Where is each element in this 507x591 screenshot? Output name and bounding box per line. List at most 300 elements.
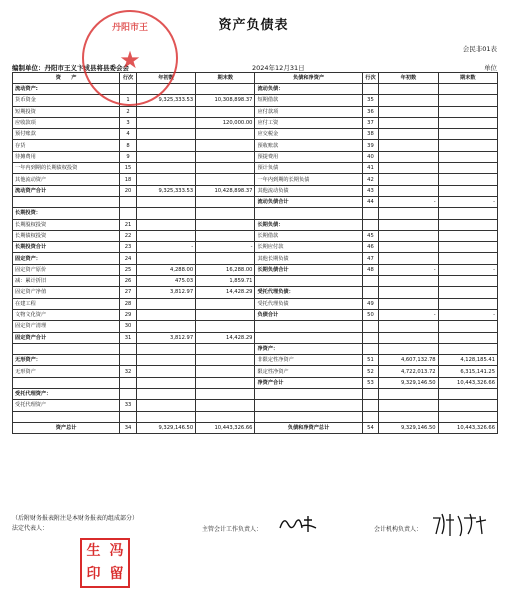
liab-line-cell: [362, 287, 379, 298]
asset-begin-cell: [136, 389, 195, 400]
asset-line-cell: 23: [120, 242, 137, 253]
table-row: [13, 129, 498, 140]
asset-name-cell: 资产总计: [13, 422, 120, 433]
balance-sheet-table: [12, 72, 498, 434]
asset-name-cell: 其他流动资产: [13, 174, 120, 185]
asset-line-cell: 30: [120, 321, 137, 332]
liab-begin-cell: [379, 276, 438, 287]
liab-line-cell: 43: [362, 185, 379, 196]
liab-line-cell: 51: [362, 355, 379, 366]
asset-end-cell: [196, 321, 255, 332]
asset-begin-cell: -: [136, 242, 195, 253]
liab-line-cell: 48: [362, 264, 379, 275]
liab-end-cell: [438, 332, 497, 343]
liab-end-cell: [438, 208, 497, 219]
liab-line-cell: 49: [362, 298, 379, 309]
accounting-head-label: 主管会计工作负责人：: [202, 526, 263, 533]
liab-line-cell: 50: [362, 309, 379, 320]
header-end2: 期末数: [438, 73, 497, 84]
asset-name-cell: 长期债权投资: [13, 230, 120, 241]
liab-end-cell: 10,443,326.66: [438, 422, 497, 433]
table-row: [13, 230, 498, 241]
asset-end-cell: [196, 129, 255, 140]
liab-end-cell: [438, 411, 497, 422]
asset-end-cell: [196, 219, 255, 230]
seal-char: 冯: [109, 543, 124, 559]
asset-begin-cell: [136, 366, 195, 377]
asset-begin-cell: [136, 219, 195, 230]
asset-name-cell: 长期股权投资: [13, 219, 120, 230]
liab-name-cell: 长期应付款: [255, 242, 362, 253]
liab-line-cell: 46: [362, 242, 379, 253]
table-row: [13, 321, 498, 332]
liab-name-cell: 流动负债合计: [255, 196, 362, 207]
asset-end-cell: [196, 140, 255, 151]
liab-end-cell: [438, 163, 497, 174]
asset-begin-cell: [136, 151, 195, 162]
table-row: [13, 422, 498, 433]
asset-begin-cell: [136, 400, 195, 411]
asset-name-cell: 无形资产：: [13, 355, 120, 366]
asset-begin-cell: [136, 106, 195, 117]
asset-begin-cell: 9,329,146.50: [136, 422, 195, 433]
asset-line-cell: 29: [120, 309, 137, 320]
stamp-text: 丹阳市王: [111, 23, 148, 33]
liab-begin-cell: [379, 219, 438, 230]
asset-begin-cell: [136, 230, 195, 241]
liab-name-cell: 其他流动负债: [255, 185, 362, 196]
liab-name-cell: [255, 208, 362, 219]
table-row: [13, 117, 498, 128]
asset-begin-cell: [136, 355, 195, 366]
liab-name-cell: 应交税金: [255, 129, 362, 140]
liab-line-cell: 53: [362, 377, 379, 388]
liab-line-cell: [362, 219, 379, 230]
liab-end-cell: [438, 219, 497, 230]
liab-begin-cell: [379, 242, 438, 253]
asset-begin-cell: 9,325,333.53: [136, 185, 195, 196]
asset-line-cell: 34: [120, 422, 137, 433]
official-stamp: [82, 10, 178, 106]
header-end: 期末数: [196, 73, 255, 84]
asset-end-cell: [196, 174, 255, 185]
liab-line-cell: 37: [362, 117, 379, 128]
liab-end-cell: [438, 174, 497, 185]
asset-name-cell: 受托代理资产: [13, 400, 120, 411]
table-row: [13, 242, 498, 253]
asset-begin-cell: [136, 309, 195, 320]
asset-end-cell: [196, 163, 255, 174]
liab-name-cell: 非限定性净资产: [255, 355, 362, 366]
asset-line-cell: 24: [120, 253, 137, 264]
liab-name-cell: 短期借款: [255, 95, 362, 106]
asset-name-cell: [13, 343, 120, 354]
liab-end-cell: [438, 185, 497, 196]
liab-line-cell: 47: [362, 253, 379, 264]
liab-name-cell: 预收账款: [255, 140, 362, 151]
liab-line-cell: 42: [362, 174, 379, 185]
asset-end-cell: [196, 355, 255, 366]
asset-name-cell: 在建工程: [13, 298, 120, 309]
asset-name-cell: 固定资产：: [13, 253, 120, 264]
asset-begin-cell: 3,812.97: [136, 287, 195, 298]
table-row: [13, 298, 498, 309]
header-asset: 资 产: [13, 73, 120, 84]
liab-line-cell: 54: [362, 422, 379, 433]
liab-begin-cell: [379, 185, 438, 196]
asset-begin-cell: [136, 343, 195, 354]
liab-end-cell: [438, 95, 497, 106]
asset-begin-cell: [136, 196, 195, 207]
asset-end-cell: [196, 343, 255, 354]
asset-end-cell: [196, 106, 255, 117]
seal-char: 生: [86, 543, 101, 559]
asset-line-cell: 22: [120, 230, 137, 241]
accounting-org-head-signature: [430, 510, 490, 538]
liab-end-cell: -: [438, 309, 497, 320]
asset-end-cell: [196, 196, 255, 207]
asset-begin-cell: [136, 377, 195, 388]
asset-line-cell: 3: [120, 117, 137, 128]
liab-line-cell: [362, 332, 379, 343]
asset-end-cell: 10,308,898.37: [196, 95, 255, 106]
asset-end-cell: -: [196, 242, 255, 253]
liab-line-cell: 38: [362, 129, 379, 140]
asset-end-cell: 10,443,326.66: [196, 422, 255, 433]
liab-line-cell: 41: [362, 163, 379, 174]
liab-line-cell: 44: [362, 196, 379, 207]
table-row: [13, 343, 498, 354]
liab-name-cell: 长期负债合计: [255, 264, 362, 275]
asset-name-cell: 短期投资: [13, 106, 120, 117]
liab-line-cell: [362, 208, 379, 219]
asset-begin-cell: 3,812.97: [136, 332, 195, 343]
asset-end-cell: [196, 411, 255, 422]
accounting-org-head-label: 会计机构负责人：: [374, 526, 423, 533]
liab-begin-cell: [379, 151, 438, 162]
asset-end-cell: 10,428,898.37: [196, 185, 255, 196]
liab-line-cell: [362, 411, 379, 422]
asset-begin-cell: [136, 253, 195, 264]
asset-name-cell: 应收款项: [13, 117, 120, 128]
asset-begin-cell: [136, 117, 195, 128]
liab-name-cell: [255, 411, 362, 422]
asset-name-cell: 减：累计折旧: [13, 276, 120, 287]
asset-begin-cell: [136, 321, 195, 332]
asset-line-cell: [120, 389, 137, 400]
table-row: [13, 253, 498, 264]
asset-end-cell: 14,428.29: [196, 287, 255, 298]
asset-name-cell: 文物文化资产: [13, 309, 120, 320]
liab-end-cell: [438, 230, 497, 241]
table-row: [13, 106, 498, 117]
liab-end-cell: [438, 117, 497, 128]
table-row: [13, 151, 498, 162]
liab-name-cell: 净资产合计: [255, 377, 362, 388]
report-title: 资产负债表: [218, 18, 289, 33]
asset-line-cell: 28: [120, 298, 137, 309]
asset-begin-cell: [136, 174, 195, 185]
table-row: [13, 377, 498, 388]
asset-name-cell: 待摊费用: [13, 151, 120, 162]
asset-line-cell: 1: [120, 95, 137, 106]
liab-name-cell: 应付款项: [255, 106, 362, 117]
liab-begin-cell: [379, 84, 438, 95]
asset-line-cell: 8: [120, 140, 137, 151]
liab-end-cell: -: [438, 196, 497, 207]
asset-end-cell: [196, 151, 255, 162]
asset-begin-cell: [136, 411, 195, 422]
asset-end-cell: [196, 253, 255, 264]
asset-end-cell: [196, 366, 255, 377]
asset-end-cell: 1,859.71: [196, 276, 255, 287]
table-row: [13, 84, 498, 95]
liab-line-cell: [362, 400, 379, 411]
asset-end-cell: [196, 84, 255, 95]
table-row: [13, 264, 498, 275]
liab-name-cell: [255, 389, 362, 400]
liab-begin-cell: [379, 287, 438, 298]
liab-begin-cell: -: [379, 309, 438, 320]
unit-label: 单位: [484, 64, 497, 72]
asset-line-cell: 25: [120, 264, 137, 275]
liab-name-cell: [255, 321, 362, 332]
table-row: [13, 389, 498, 400]
asset-name-cell: [13, 196, 120, 207]
liab-begin-cell: [379, 343, 438, 354]
liab-begin-cell: [379, 253, 438, 264]
asset-name-cell: 长期投资：: [13, 208, 120, 219]
table-row: [13, 411, 498, 422]
asset-line-cell: 33: [120, 400, 137, 411]
liab-end-cell: [438, 389, 497, 400]
asset-end-cell: [196, 377, 255, 388]
liab-name-cell: [255, 400, 362, 411]
table-row: [13, 163, 498, 174]
asset-name-cell: 长期投资合计: [13, 242, 120, 253]
liab-end-cell: [438, 129, 497, 140]
liab-end-cell: 6,315,141.25: [438, 366, 497, 377]
header-liab: 负债和净资产: [255, 73, 362, 84]
liab-end-cell: -: [438, 264, 497, 275]
liab-name-cell: [255, 276, 362, 287]
asset-line-cell: 2: [120, 106, 137, 117]
asset-line-cell: 15: [120, 163, 137, 174]
liab-name-cell: [255, 332, 362, 343]
asset-line-cell: [120, 355, 137, 366]
table-row: [13, 185, 498, 196]
liab-name-cell: 长期借款: [255, 230, 362, 241]
asset-end-cell: [196, 208, 255, 219]
asset-name-cell: 预付账款: [13, 129, 120, 140]
liab-begin-cell: [379, 321, 438, 332]
table-row: [13, 174, 498, 185]
header-begin2: 年初数: [379, 73, 438, 84]
liab-line-cell: [362, 343, 379, 354]
liab-name-cell: 受托代理负债：: [255, 287, 362, 298]
liab-begin-cell: [379, 298, 438, 309]
liab-begin-cell: [379, 400, 438, 411]
asset-line-cell: 20: [120, 185, 137, 196]
liab-name-cell: 预计负债: [255, 163, 362, 174]
liab-begin-cell: [379, 208, 438, 219]
liab-end-cell: 10,443,326.66: [438, 377, 497, 388]
liab-line-cell: [362, 321, 379, 332]
liab-name-cell: 应付工资: [255, 117, 362, 128]
liab-begin-cell: [379, 332, 438, 343]
asset-end-cell: [196, 298, 255, 309]
liab-end-cell: [438, 84, 497, 95]
asset-begin-cell: 9,325,333.53: [136, 95, 195, 106]
liab-begin-cell: 4,607,132.78: [379, 355, 438, 366]
liab-begin-cell: [379, 117, 438, 128]
asset-name-cell: 固定资产原价: [13, 264, 120, 275]
asset-begin-cell: [136, 298, 195, 309]
asset-line-cell: 9: [120, 151, 137, 162]
asset-line-cell: [120, 411, 137, 422]
liab-end-cell: [438, 106, 497, 117]
asset-name-cell: 无形资产: [13, 366, 120, 377]
asset-name-cell: 受托代理资产：: [13, 389, 120, 400]
table-row: [13, 400, 498, 411]
asset-end-cell: [196, 230, 255, 241]
seal-char: 印: [86, 566, 101, 582]
liab-begin-cell: 4,722,013.72: [379, 366, 438, 377]
table-row: [13, 140, 498, 151]
liab-end-cell: [438, 321, 497, 332]
liab-end-cell: 4,128,185.41: [438, 355, 497, 366]
asset-line-cell: [120, 343, 137, 354]
asset-line-cell: 26: [120, 276, 137, 287]
asset-name-cell: 流动资产合计: [13, 185, 120, 196]
asset-line-cell: [120, 377, 137, 388]
org-label: 编制单位：丹阳市王义卞成县将县委会会: [12, 64, 129, 72]
liab-name-cell: 负债和净资产总计: [255, 422, 362, 433]
liab-begin-cell: [379, 411, 438, 422]
asset-begin-cell: 475.03: [136, 276, 195, 287]
asset-end-cell: 16,288.00: [196, 264, 255, 275]
asset-end-cell: [196, 389, 255, 400]
footnote: （后附财务报表附注是本财务报表的组成部分）: [12, 515, 139, 522]
liab-begin-cell: -: [379, 196, 438, 207]
asset-name-cell: 货币资金: [13, 95, 120, 106]
asset-name-cell: [13, 411, 120, 422]
asset-name-cell: 流动资产:: [13, 84, 120, 95]
asset-name-cell: 固定资产净值: [13, 287, 120, 298]
seal-char: 留: [109, 566, 124, 582]
liab-line-cell: [362, 389, 379, 400]
asset-line-cell: 32: [120, 366, 137, 377]
asset-line-cell: 27: [120, 287, 137, 298]
liab-begin-cell: 9,329,146.50: [379, 377, 438, 388]
asset-line-cell: 21: [120, 219, 137, 230]
liab-line-cell: 45: [362, 230, 379, 241]
liab-begin-cell: [379, 163, 438, 174]
stamp-star-icon: ★: [119, 46, 141, 74]
liab-name-cell: 净资产：: [255, 343, 362, 354]
liab-end-cell: [438, 287, 497, 298]
table-row: [13, 95, 498, 106]
liab-begin-cell: -: [379, 264, 438, 275]
liab-line-cell: [362, 276, 379, 287]
asset-end-cell: [196, 309, 255, 320]
table-row: [13, 208, 498, 219]
asset-line-cell: [120, 196, 137, 207]
liab-begin-cell: [379, 140, 438, 151]
asset-name-cell: 固定资产合计: [13, 332, 120, 343]
header-line2: 行次: [362, 73, 379, 84]
liab-end-cell: [438, 400, 497, 411]
liab-name-cell: 限定性净资产: [255, 366, 362, 377]
asset-begin-cell: 4,288.00: [136, 264, 195, 275]
liab-name-cell: 负债合计: [255, 309, 362, 320]
asset-line-cell: [120, 208, 137, 219]
liab-name-cell: 其他长期负债: [255, 253, 362, 264]
asset-end-cell: 14,428.29: [196, 332, 255, 343]
legal-rep-label: 法定代表人：: [12, 525, 49, 532]
header-line: 行次: [120, 73, 137, 84]
asset-begin-cell: [136, 208, 195, 219]
liab-line-cell: 35: [362, 95, 379, 106]
liab-name-cell: 预提费用: [255, 151, 362, 162]
accounting-head-signature: [278, 514, 318, 534]
asset-end-cell: [196, 400, 255, 411]
table-row: [13, 276, 498, 287]
liab-end-cell: [438, 276, 497, 287]
liab-name-cell: 一年内到期的长期负债: [255, 174, 362, 185]
report-date: 2024年12月31日: [252, 64, 305, 72]
personal-seal: [80, 538, 130, 588]
asset-name-cell: [13, 377, 120, 388]
liab-name-cell: 长期负债：: [255, 219, 362, 230]
liab-begin-cell: 9,329,146.50: [379, 422, 438, 433]
asset-name-cell: 一年内到期的长期债权投资: [13, 163, 120, 174]
liab-end-cell: [438, 343, 497, 354]
liab-begin-cell: [379, 230, 438, 241]
asset-line-cell: 31: [120, 332, 137, 343]
liab-end-cell: [438, 242, 497, 253]
liab-end-cell: [438, 253, 497, 264]
liab-line-cell: 40: [362, 151, 379, 162]
liab-end-cell: [438, 140, 497, 151]
asset-end-cell: 120,000.00: [196, 117, 255, 128]
liab-begin-cell: [379, 95, 438, 106]
liab-line-cell: 52: [362, 366, 379, 377]
table-row: [13, 366, 498, 377]
header-begin: 年初数: [136, 73, 195, 84]
liab-end-cell: [438, 298, 497, 309]
form-code: 会民非01表: [462, 45, 497, 53]
asset-name-cell: 固定资产清理: [13, 321, 120, 332]
asset-name-cell: 存货: [13, 140, 120, 151]
table-row: [13, 309, 498, 320]
table-row: [13, 332, 498, 343]
liab-begin-cell: [379, 174, 438, 185]
liab-end-cell: [438, 151, 497, 162]
table-row: [13, 196, 498, 207]
asset-line-cell: 4: [120, 129, 137, 140]
liab-name-cell: 受托代理负债: [255, 298, 362, 309]
liab-begin-cell: [379, 389, 438, 400]
asset-begin-cell: [136, 163, 195, 174]
liab-line-cell: 36: [362, 106, 379, 117]
liab-line-cell: [362, 84, 379, 95]
table-row: [13, 219, 498, 230]
asset-line-cell: 18: [120, 174, 137, 185]
liab-name-cell: 流动负债：: [255, 84, 362, 95]
asset-begin-cell: [136, 140, 195, 151]
liab-begin-cell: [379, 129, 438, 140]
